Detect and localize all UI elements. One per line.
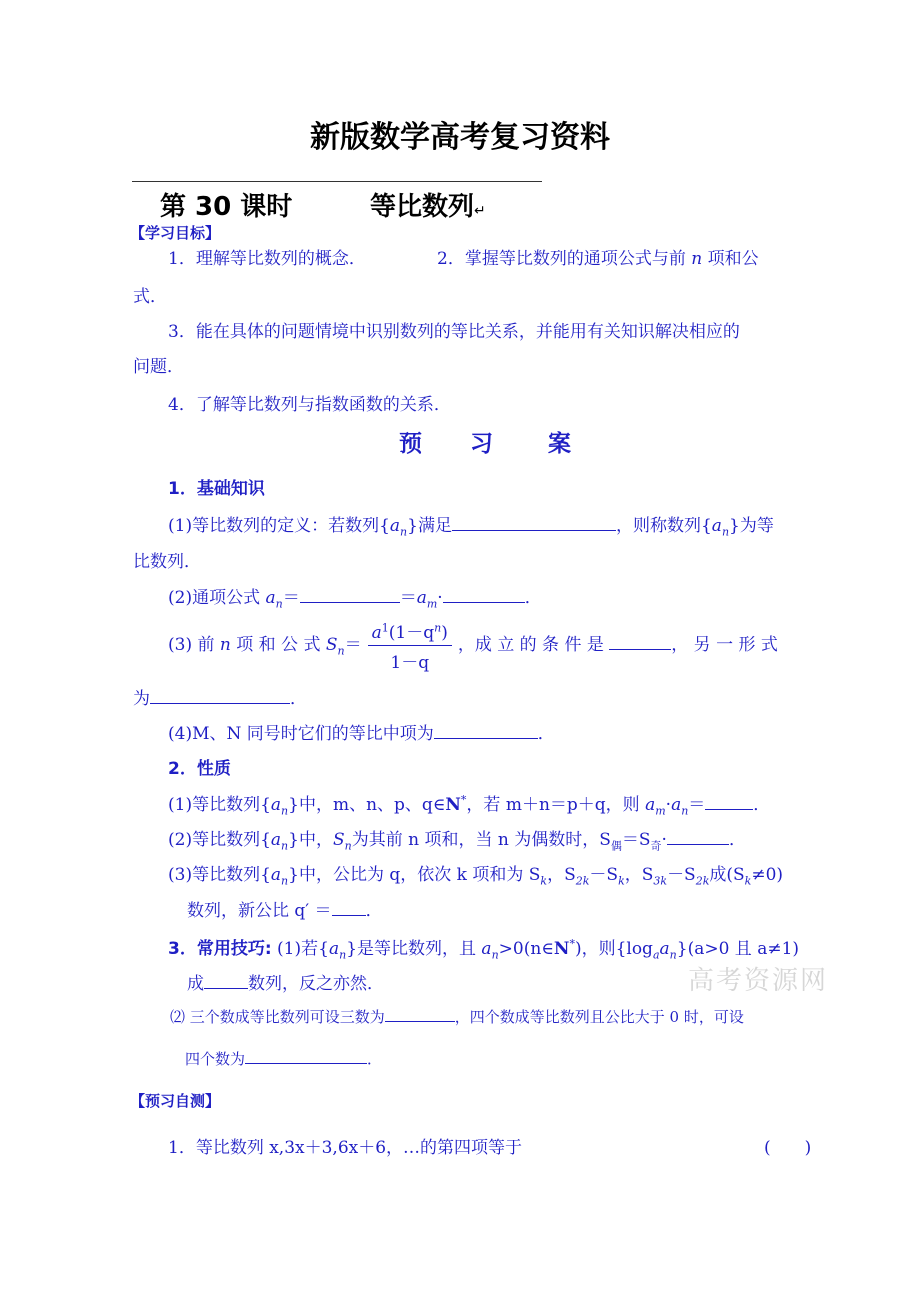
- objective-2: 2．掌握等比数列的通项公式与前 n 项和公: [437, 249, 759, 269]
- trick-2-cont: 四个数为 ．: [185, 1047, 382, 1069]
- basics-item-3-cont: 为 ．: [133, 689, 307, 709]
- title-rule: [132, 181, 542, 182]
- preview-heading-1: 预: [399, 431, 422, 457]
- document-title: 新版数学高考复习资料: [310, 120, 610, 155]
- basics-item-3: (3) 前 n 项 和 公 式 $S_n=$ $\frac{a^1(1-q^n)}{1-q}$ ，成 立 的 条 件 是 ， 另 一 形 式: [168, 618, 778, 673]
- properties-title: 2．性质: [168, 759, 231, 779]
- tricks-title: 3．常用技巧:: [168, 939, 272, 959]
- property-3-cont: 数列，新公比 q′ ＝ ．: [187, 901, 383, 921]
- self-test-tag: 【预习自测】: [130, 1092, 221, 1110]
- property-1: (1)等比数列$\{a_n\}$中，m、n、p、q∈N*，若 m＋n＝p＋q，则 $a_m\cdot a_n=$ ．: [168, 793, 771, 818]
- watermark: 高考资源网: [688, 966, 829, 996]
- objective-3: 3．能在具体的问题情境中识别数列的等比关系，并能用有关知识解决相应的: [168, 322, 740, 342]
- self-test-question-1: 1．等比数列 x,3x＋3,6x＋6，…的第四项等于: [168, 1138, 523, 1158]
- basics-item-1-cont: 比数列．: [133, 552, 201, 572]
- paragraph-mark: ↵: [474, 203, 486, 219]
- objectives-tag: 【学习目标】: [130, 224, 221, 242]
- trick-1-cont: 成 数列，反之亦然．: [187, 974, 384, 994]
- property-2: (2)等比数列$\{a_n\}$中，$S_n$为其前 n 项和，当 n 为偶数时，$S_偶=S_奇\cdot$ ．: [168, 830, 746, 853]
- objective-3-cont: 问题．: [133, 357, 184, 377]
- preview-heading-2: 习: [470, 431, 493, 457]
- basics-title: 1．基础知识: [168, 479, 265, 499]
- answer-parentheses: ( ): [764, 1138, 812, 1158]
- objective-4: 4．了解等比数列与指数函数的关系．: [168, 395, 451, 415]
- lesson-topic: 等比数列↵: [370, 192, 486, 222]
- property-3: (3)等比数列$\{a_n\}$中，公比为 q，依次 k 项和为 $S_k$，$S_{2k}-S_k$，$S_{3k}-S_{2k}$成$(S_k\ne 0)$: [168, 865, 784, 888]
- basics-item-2: (2)通项公式 $a_n= =a_m\cdot$ ．: [168, 588, 542, 611]
- trick-2: ⑵ 三个数成等比数列可设三数为 ，四个数成等比数列且公比大于 0 时，可设: [170, 1005, 744, 1027]
- sum-formula-fraction: $\frac{a^1(1-q^n)}{1-q}$: [368, 618, 452, 673]
- lesson-number: 第 30 课时: [160, 192, 293, 222]
- objective-2-cont: 式．: [133, 287, 167, 307]
- objective-1: 1．理解等比数列的概念．: [168, 249, 366, 269]
- basics-item-1: (1)等比数列的定义：若数列$\{a_n\}$满足 ，则称数列$\{a_n\}$为等: [168, 516, 774, 539]
- trick-1: 3．常用技巧: (1)若$\{a_n\}$是等比数列，且 $a_n>0(n\in N^*)$，则$\{\log_aa_n\}(a>0$ 且 a≠1): [168, 937, 800, 962]
- basics-item-4: (4)M、N 同号时它们的等比中项为 ．: [168, 724, 555, 744]
- preview-heading-3: 案: [548, 431, 571, 457]
